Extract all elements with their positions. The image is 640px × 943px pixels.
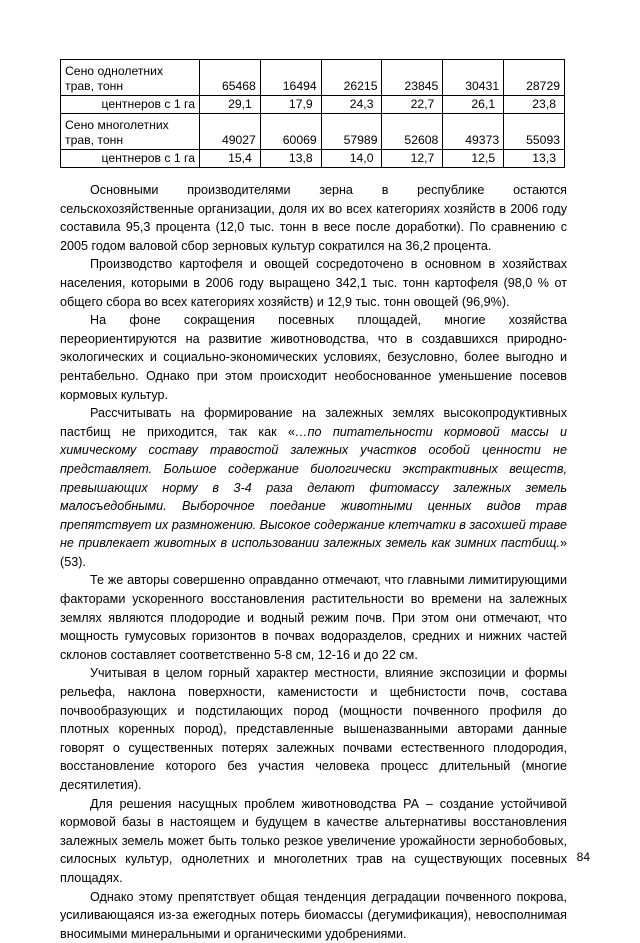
table-cell: 13,8 (260, 150, 321, 168)
paragraph-pasture-quote (60, 404, 567, 571)
table-cell: 24,3 (321, 96, 382, 114)
table-cell: 30431 (443, 60, 504, 96)
table-cell: 65468 (200, 60, 261, 96)
hay-yield-table (60, 59, 565, 168)
table-cell: 14,0 (321, 150, 382, 168)
table-row (61, 114, 565, 150)
table-cell: 49373 (443, 114, 504, 150)
table-cell: 55093 (504, 114, 565, 150)
table-cell: 12,5 (443, 150, 504, 168)
paragraph-relief-factors: Учитывая в целом горный характер местности, влияние экспозиции и формы рельефа, наклона поверхности, каменистости и щебнистости почв, состава почвообразующих и подстилающих пород (мощности почвенного профиля до плотных коренных пород), представленные вышеназванными авторами данные говорят о существенных потерях залежных почвами естественного плодородия, восстановление которого без участия человека процесс длительный (многие десятилетия). (60, 666, 567, 792)
paragraph-grain-producers: Основными производителями зерна в республике остаются сельскохозяйственные организации, доля их во всех категориях хозяйств в 2006 году составила 95,3 процента (12,0 тыс. тонн в весе после доработки). По сравнению с 2005 годом валовой сбор зерновых культур сократился на 36,2 процента. (60, 183, 567, 253)
table-cell: 13,3 (504, 150, 565, 168)
table-row (61, 60, 565, 96)
table-cell: 15,4 (200, 150, 261, 168)
table-cell: 26,1 (443, 96, 504, 114)
row-unit-label: центнеров с 1 га (61, 150, 200, 168)
table-cell: 16494 (260, 60, 321, 96)
table-cell: 60069 (260, 114, 321, 150)
table-cell: 23,8 (504, 96, 565, 114)
paragraph-soil-degradation: Однако этому препятствует общая тенденция деградации почвенного покрова, усиливающаяся из-за ежегодных потерь биомассы (дегумификация), невосполнимая вносимыми минеральными и органическими удобрениями. (60, 889, 567, 941)
table-cell: 12,7 (382, 150, 443, 168)
table-row (61, 96, 565, 114)
table-cell: 26215 (321, 60, 382, 96)
row-label: Сено многолетних трав, тонн (61, 114, 200, 150)
quote-citation: » (53). (60, 536, 567, 569)
table-cell: 57989 (321, 114, 382, 150)
table-cell: 28729 (504, 60, 565, 96)
paragraph-potato-vegetables: Производство картофеля и овощей сосредоточено в основном в хозяйствах населения, которыми в 2006 году выращено 342,1 тыс. тонн картофеля (98,0 % от общего сбора во всех категориях хозяйств) и 12,9 тыс. тонн овощей (96,9%). (60, 257, 567, 309)
quote-text: …по питательности кормовой массы и химическому составу травостой залежных участков особой ценности не представляет. Большое содержание биологически экстрактивных веществ, превышающих норму в 3-4 раза делают фитомассу залежных земель малосъедобными. Выборочное поедание животными ценных видов трав препятствует их размножению. Высокое содержание клетчатки в засохшей траве не привлекает животных в использовании залежных земель как зимних пастбищ. (60, 424, 567, 551)
row-label: Сено однолетних трав, тонн (61, 60, 200, 96)
paragraph-feed-base: Для решения насущных проблем животноводства РА – создание устойчивой кормовой базы в настоящем и будущем в качестве альтернативы восстановления залежных земель может быть только резкое увеличение урожайности зернобобовых, силосных культур, однолетних и многолетних трав на существующих посевных площадях. (60, 796, 567, 885)
table-row (61, 150, 565, 168)
paragraph-livestock-shift: На фоне сокращения посевных площадей, многие хозяйства переориентируются на развитие животноводства, что в создавшихся природно-экологических и социально-экономических условиях, безусловно, более выгодно и рентабельно. Однако при этом происходит необоснованное уменьшение посевов кормовых культур. (60, 313, 567, 402)
table-cell: 52608 (382, 114, 443, 150)
table-cell: 23845 (382, 60, 443, 96)
body-text (60, 181, 567, 943)
page-number: 84 (576, 850, 590, 864)
table-cell: 29,1 (200, 96, 261, 114)
quote-intro: Рассчитывать на формирование на залежных землях высокопродуктивных пастбищ не приходится, так как « (60, 406, 567, 439)
row-unit-label: центнеров с 1 га (61, 96, 200, 114)
paragraph-limiting-factors: Те же авторы совершенно оправданно отмечают, что главными лимитирующими факторами ускоренного восстановления растительности во времени на залежных землях являются плодородие и водный режим почв. При этом они отмечают, что мощность гумусовых горизонтов в почвах водоразделов, средних и нижних частей склонов составляет соответственно 5-8 см, 12-16 и до 22 см. (60, 573, 567, 662)
table-cell: 17,9 (260, 96, 321, 114)
table-cell: 22,7 (382, 96, 443, 114)
table-cell: 49027 (200, 114, 261, 150)
